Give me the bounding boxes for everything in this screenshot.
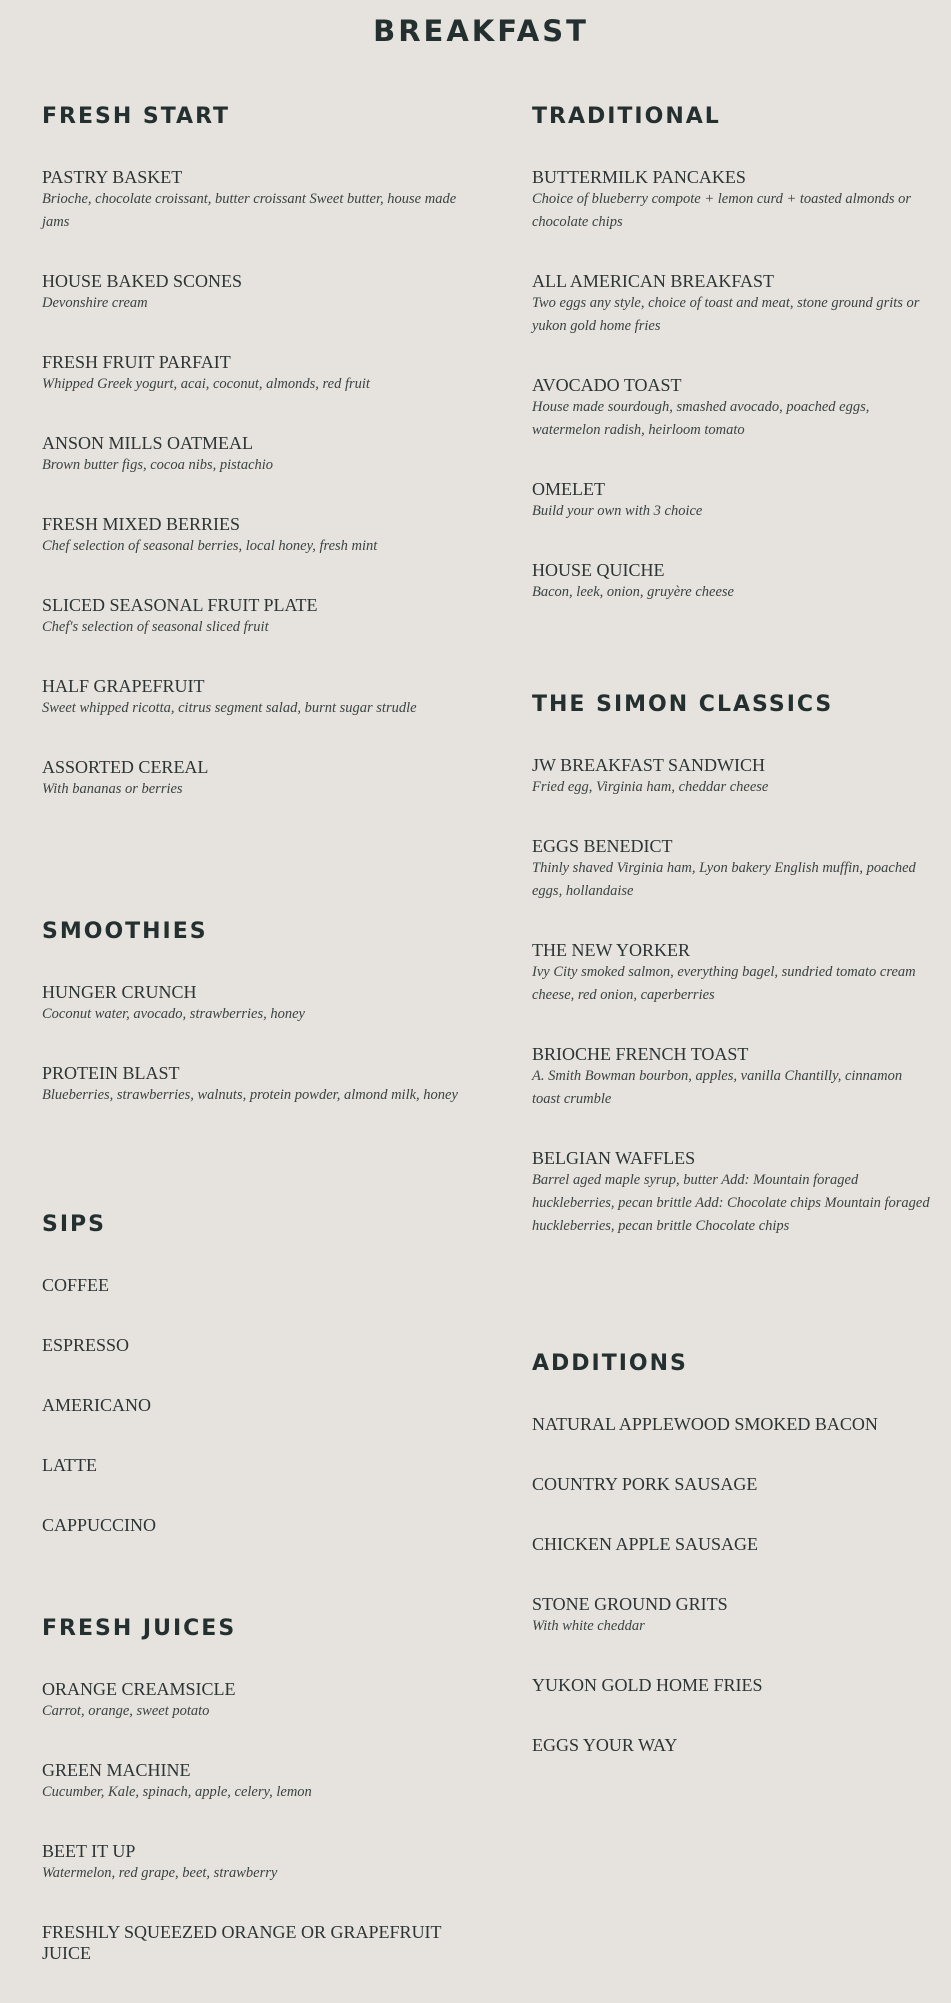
menu-item — [42, 1760, 462, 1804]
menu-item-name: AVOCADO TOAST — [532, 375, 682, 395]
section-sips — [42, 1214, 462, 1575]
menu-item-description: Brown butter figs, cocoa nibs, pistachio — [42, 457, 274, 473]
menu-item-description: Chef selection of seasonal berries, local honey, fresh mint — [42, 538, 378, 554]
menu-item-name: BELGIAN WAFFLES — [532, 1148, 696, 1168]
menu-item-name: COFFEE — [42, 1275, 110, 1295]
menu-item — [42, 982, 462, 1026]
menu-item-description: Choice of blueberry compote + lemon curd + toasted almonds or chocolate chips — [532, 191, 912, 230]
menu-item-name: LATTE — [42, 1455, 97, 1475]
menu-item — [42, 1063, 462, 1107]
menu-item — [42, 1515, 462, 1536]
menu-item-name: PROTEIN BLAST — [42, 1063, 180, 1083]
menu-item-name: BEET IT UP — [42, 1841, 136, 1861]
menu-item — [42, 1335, 462, 1356]
menu-item-description: Ivy City smoked salmon, everything bagel, sundried tomato cream cheese, red onion, caperberries — [532, 964, 916, 1003]
menu-item-name: ESPRESSO — [42, 1335, 130, 1355]
menu-item — [532, 167, 932, 234]
menu-item-name: STONE GROUND GRITS — [532, 1594, 728, 1614]
page-title: BREAKFAST — [373, 14, 589, 48]
menu-item-name: PASTRY BASKET — [42, 167, 183, 187]
menu-item-name: ASSORTED CEREAL — [42, 757, 209, 777]
menu-item-description: Two eggs any style, choice of toast and meat, stone ground grits or yukon gold home fries — [532, 295, 920, 334]
menu-item-description: Devonshire cream — [42, 295, 148, 311]
menu-item — [532, 1414, 932, 1435]
menu-item-name: GREEN MACHINE — [42, 1760, 191, 1780]
section-title: SIPS — [42, 1212, 106, 1237]
section-title: TRADITIONAL — [532, 104, 721, 129]
menu-item — [532, 375, 932, 442]
section-the-simon-classics — [532, 694, 932, 1275]
menu-item-description: Brioche, chocolate croissant, butter croissant Sweet butter, house made jams — [42, 191, 457, 230]
menu-item-name: HALF GRAPEFRUIT — [42, 676, 205, 696]
menu-item — [532, 479, 932, 523]
menu-item-name: HOUSE BAKED SCONES — [42, 271, 243, 291]
menu-item-name: ORANGE CREAMSICLE — [42, 1679, 236, 1699]
section-additions — [532, 1353, 932, 1795]
menu-item-name: AMERICANO — [42, 1395, 152, 1415]
menu-item-name: CAPPUCCINO — [42, 1515, 157, 1535]
menu-item-name: COUNTRY PORK SAUSAGE — [532, 1474, 758, 1494]
menu-item — [532, 836, 932, 903]
menu-item-description: Blueberries, strawberries, walnuts, protein powder, almond milk, honey — [42, 1087, 458, 1103]
menu-item — [532, 1534, 932, 1555]
menu-item-name: ALL AMERICAN BREAKFAST — [532, 271, 775, 291]
menu-item — [532, 755, 932, 799]
section-smoothies — [42, 921, 462, 1144]
menu-item-name: EGGS YOUR WAY — [532, 1735, 678, 1755]
menu-item — [42, 514, 462, 558]
menu-item-name: FRESH FRUIT PARFAIT — [42, 352, 231, 372]
menu-item-description: Whipped Greek yogurt, acai, coconut, almonds, red fruit — [42, 376, 370, 392]
menu-item-description: Build your own with 3 choice — [532, 503, 703, 519]
menu-item-description: Bacon, leek, onion, gruyère cheese — [532, 584, 734, 600]
menu-item-description: Coconut water, avocado, strawberries, honey — [42, 1006, 305, 1022]
menu-item-description: Fried egg, Virginia ham, cheddar cheese — [532, 779, 769, 795]
menu-item — [42, 1841, 462, 1885]
menu-item-description: Chef's selection of seasonal sliced fruit — [42, 619, 269, 635]
menu-item — [42, 1395, 462, 1416]
menu-item — [42, 1275, 462, 1296]
menu-item — [42, 1922, 462, 1964]
menu-item — [42, 271, 462, 315]
menu-item — [532, 1735, 932, 1756]
menu-item — [532, 271, 932, 338]
menu-item — [42, 757, 462, 801]
menu-item-name: BRIOCHE FRENCH TOAST — [532, 1044, 749, 1064]
menu-item-name: OMELET — [532, 479, 605, 499]
menu-item — [42, 595, 462, 639]
menu-item — [532, 560, 932, 604]
menu-item-description: Barrel aged maple syrup, butter Add: Mountain foraged huckleberries, pecan brittle Add: Chocolate chips Mountain foraged huckleberries, pecan brittle Chocolate chips — [532, 1172, 930, 1234]
menu-item-name: SLICED SEASONAL FRUIT PLATE — [42, 595, 318, 615]
section-title: FRESH START — [42, 104, 231, 129]
section-traditional — [532, 106, 932, 641]
menu-item-description: With bananas or berries — [42, 781, 183, 797]
menu-item-name: HUNGER CRUNCH — [42, 982, 197, 1002]
menu-item — [42, 676, 462, 720]
menu-item — [42, 352, 462, 396]
menu-item — [532, 1675, 932, 1696]
section-title: SMOOTHIES — [42, 919, 208, 944]
menu-item-name: EGGS BENEDICT — [532, 836, 673, 856]
menu-item-description: A. Smith Bowman bourbon, apples, vanilla Chantilly, cinnamon toast crumble — [532, 1068, 903, 1107]
menu-item-name: CHICKEN APPLE SAUSAGE — [532, 1534, 759, 1554]
menu-item-name: JW BREAKFAST SANDWICH — [532, 755, 766, 775]
menu-item — [532, 1044, 932, 1111]
menu-item-description: Thinly shaved Virginia ham, Lyon bakery English muffin, poached eggs, hollandaise — [532, 860, 916, 899]
section-title: FRESH JUICES — [42, 1616, 237, 1641]
menu-item-name: NATURAL APPLEWOOD SMOKED BACON — [532, 1414, 878, 1434]
menu-item-name: YUKON GOLD HOME FRIES — [532, 1675, 763, 1695]
menu-item-name: BUTTERMILK PANCAKES — [532, 167, 746, 187]
menu-item — [42, 167, 462, 234]
menu-item — [532, 1474, 932, 1495]
menu-item-name: HOUSE QUICHE — [532, 560, 665, 580]
menu-item-name: FRESHLY SQUEEZED ORANGE OR GRAPEFRUIT JUICE — [42, 1922, 442, 1963]
menu-item-name: FRESH MIXED BERRIES — [42, 514, 241, 534]
section-fresh-start — [42, 106, 462, 838]
menu-item-description: House made sourdough, smashed avocado, poached eggs, watermelon radish, heirloom tomato — [532, 399, 870, 438]
menu-item-name: ANSON MILLS OATMEAL — [42, 433, 253, 453]
menu-item — [42, 433, 462, 477]
menu-item-name: THE NEW YORKER — [532, 940, 690, 960]
menu-item-description: With white cheddar — [532, 1618, 645, 1634]
menu-item — [42, 1679, 462, 1723]
menu-item — [532, 1594, 932, 1638]
section-fresh-juices — [42, 1618, 462, 2003]
menu-item — [42, 1455, 462, 1476]
menu-item — [532, 940, 932, 1007]
menu-item-description: Carrot, orange, sweet potato — [42, 1703, 210, 1719]
menu-item-description: Cucumber, Kale, spinach, apple, celery, lemon — [42, 1784, 312, 1800]
menu-item — [532, 1148, 932, 1238]
menu-item-description: Watermelon, red grape, beet, strawberry — [42, 1865, 278, 1881]
menu-item-description: Sweet whipped ricotta, citrus segment salad, burnt sugar strudle — [42, 700, 417, 716]
section-title: THE SIMON CLASSICS — [532, 692, 834, 717]
section-title: ADDITIONS — [532, 1351, 688, 1376]
